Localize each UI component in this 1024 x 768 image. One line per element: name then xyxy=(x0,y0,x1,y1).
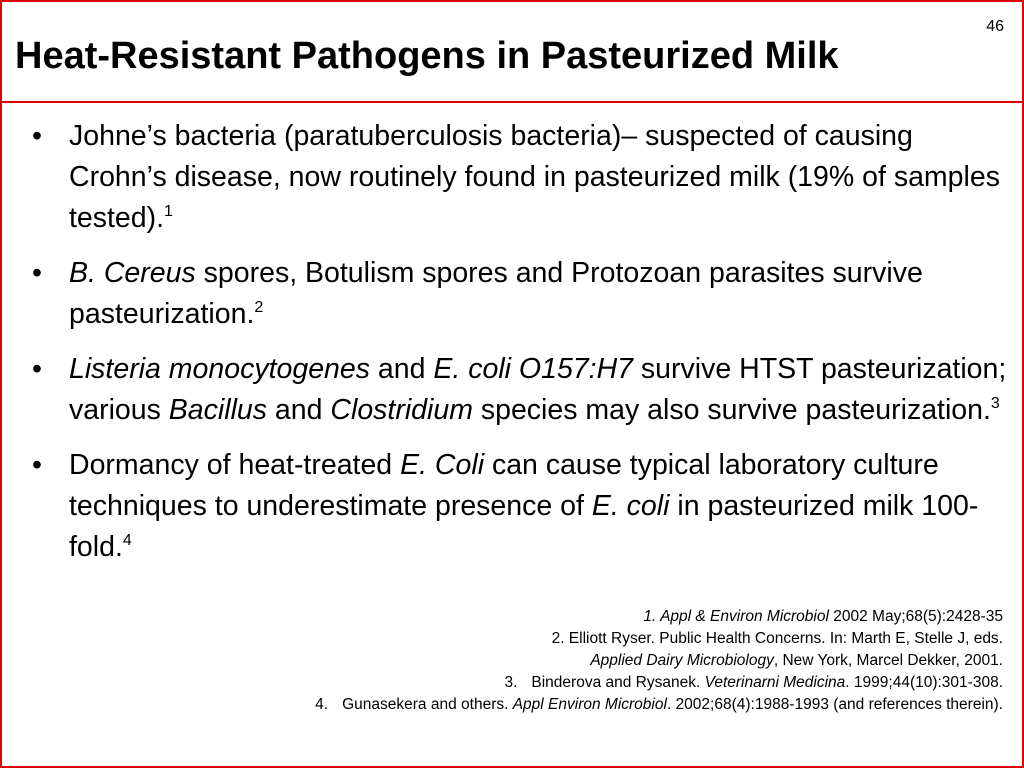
species-name: Clostridium xyxy=(330,394,473,426)
page-number: 46 xyxy=(986,18,1004,35)
reference-text: . 2002;68(4):1988-1993 (and references therein). xyxy=(666,696,1003,713)
species-name: Listeria monocytogenes xyxy=(69,353,371,385)
bullet-list xyxy=(32,116,1017,582)
reference-3 xyxy=(315,672,1003,694)
bullet-glyph: • xyxy=(32,353,42,385)
species-name: Bacillus xyxy=(168,394,268,426)
reference-text: , New York, Marcel Dekker, 2001. xyxy=(773,652,1003,669)
reference-text: 2002 May;68(5):2428-35 xyxy=(828,608,1003,625)
footnote-marker: 1 xyxy=(164,203,173,220)
species-name: E. coli O157:H7 xyxy=(433,353,634,385)
bullet-glyph: • xyxy=(32,449,42,481)
bullet-text: Johne’s bacteria (paratuberculosis bacteria)– suspected of causing Crohn’s disease, now routinely found in pasteurized milk (19% of samples tested). xyxy=(69,120,1000,234)
slide-title: Heat-Resistant Pathogens in Pasteurized Milk xyxy=(15,35,839,77)
reference-text: Binderova and Rysanek. xyxy=(531,674,705,691)
journal-name: 1. Appl & Environ Microbiol xyxy=(643,608,829,625)
bullet-text: Dormancy of heat-treated xyxy=(69,449,401,481)
bullet-text: in pasteurized milk 100-fold. xyxy=(69,490,979,563)
bullet-glyph: • xyxy=(32,257,42,289)
species-name: B. Cereus xyxy=(69,257,196,289)
bullet-cereus xyxy=(32,253,1017,335)
journal-name: Appl Environ Microbiol xyxy=(512,696,667,713)
reference-1 xyxy=(315,606,1003,628)
title-divider xyxy=(2,101,1022,103)
bullet-text: spores, Botulism spores and Protozoan parasites survive pasteurization. xyxy=(69,257,923,330)
bullet-text: survive HTST pasteurization; various xyxy=(69,353,1007,426)
bullet-text: and xyxy=(370,353,434,385)
bullet-dormancy xyxy=(32,445,1017,568)
footnote-marker: 2 xyxy=(254,299,264,316)
reference-2-line-2 xyxy=(315,650,1003,672)
reference-text: . 1999;44(10):301-308. xyxy=(845,674,1003,691)
references xyxy=(315,606,1003,716)
bullet-listeria xyxy=(32,349,1017,431)
footnote-marker: 3 xyxy=(990,395,1000,412)
bullet-johnes xyxy=(32,116,1017,239)
footnote-marker: 4 xyxy=(122,532,132,549)
species-name: E. Coli xyxy=(400,449,485,481)
species-name: E. coli xyxy=(591,490,670,522)
reference-4 xyxy=(315,694,1003,716)
reference-2-line-1: 2. Elliott Ryser. Public Health Concerns. In: Marth E, Stelle J, eds. xyxy=(551,630,1003,647)
reference-number: 4. xyxy=(315,696,329,713)
bullet-text: and xyxy=(267,394,331,426)
reference-text: Gunasekera and others. xyxy=(342,696,513,713)
bullet-text: species may also survive pasteurization. xyxy=(472,394,991,426)
reference-number: 3. xyxy=(504,674,518,691)
book-title: Applied Dairy Microbiology xyxy=(590,652,774,669)
bullet-text: can cause typical laboratory culture techniques to underestimate presence of xyxy=(69,449,939,522)
journal-name: Veterinarni Medicina xyxy=(704,674,846,691)
bullet-glyph: • xyxy=(32,120,42,152)
